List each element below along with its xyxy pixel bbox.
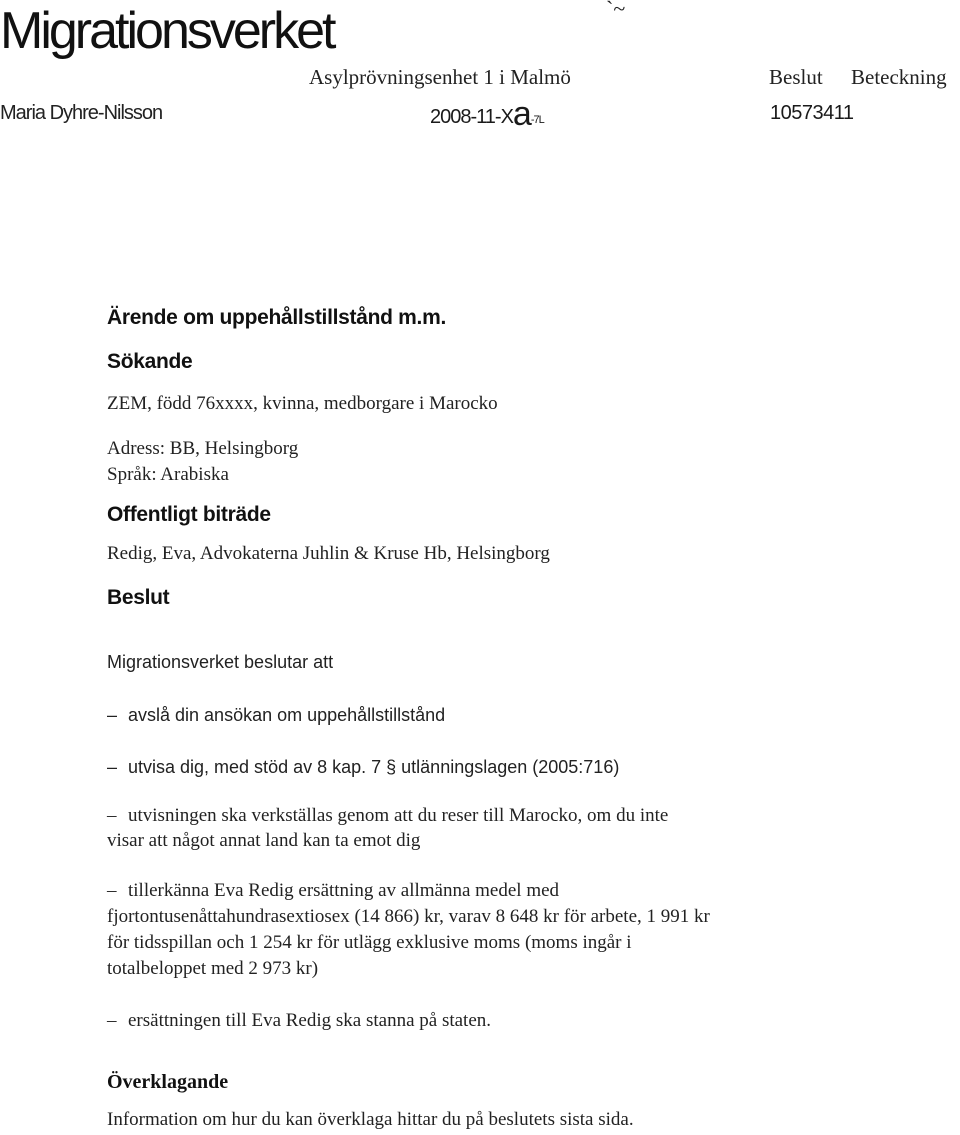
- decision-item: [107, 1009, 491, 1033]
- document-type: Beslut: [769, 65, 823, 89]
- bullet-dash: –: [107, 805, 117, 826]
- agency-logo: Migrationsverket: [0, 2, 334, 60]
- applicant-address: Adress: BB, Helsingborg: [107, 438, 299, 459]
- counsel-name: Redig, Eva, Advokaterna Juhlin & Kruse Hb, Helsingborg: [107, 543, 550, 564]
- decision-heading: Beslut: [107, 586, 170, 609]
- applicant-info: ZEM, född 76xxxx, kvinna, medborgare i Marocko: [107, 393, 498, 414]
- counsel-heading: Offentligt biträde: [107, 503, 271, 526]
- unit-name: Asylprövningsenhet 1 i Malmö: [309, 65, 571, 89]
- date-prefix: 2008-11-X: [430, 106, 513, 128]
- decision-date: [430, 95, 544, 133]
- bullet-dash: –: [107, 705, 118, 725]
- decision-item: [107, 804, 668, 828]
- reference-number: 10573411: [770, 102, 854, 124]
- decision-intro: Migrationsverket beslutar att: [107, 652, 334, 672]
- bullet-dash: –: [107, 880, 117, 901]
- date-suffix: -7L: [530, 114, 544, 126]
- decision-item: [107, 703, 445, 727]
- decision-item-text: utvisningen ska verkställas genom att du reser till Marocko, om du inte: [128, 805, 669, 826]
- decision-item-continuation: totalbeloppet med 2 973 kr): [107, 958, 319, 979]
- scan-mark: `~: [606, 0, 626, 21]
- decision-item: [107, 755, 619, 779]
- decision-item-continuation: fjortontusenåttahundrasextiosex (14 866) kr, varav 8 648 kr för arbete, 1 991 kr: [107, 906, 710, 927]
- applicant-language: Språk: Arabiska: [107, 464, 229, 485]
- appeal-heading: Överklagande: [107, 1071, 229, 1093]
- decision-item-text: tillerkänna Eva Redig ersättning av allmänna medel med: [128, 880, 560, 901]
- reference-label: Beteckning: [851, 65, 947, 89]
- decision-item-text: utvisa dig, med stöd av 8 kap. 7 § utlänningslagen (2005:716): [128, 757, 620, 777]
- bullet-dash: –: [107, 1010, 117, 1031]
- decision-item-text: ersättningen till Eva Redig ska stanna på staten.: [128, 1010, 492, 1031]
- appeal-text: Information om hur du kan överklaga hittar du på beslutets sista sida.: [107, 1109, 634, 1130]
- bullet-dash: –: [107, 757, 118, 777]
- decision-item-continuation: för tidsspillan och 1 254 kr för utlägg exklusive moms (moms ingår i: [107, 932, 632, 953]
- date-handwritten: a: [512, 95, 531, 133]
- decision-item: [107, 879, 559, 903]
- case-title: Ärende om uppehållstillstånd m.m.: [107, 306, 446, 329]
- decision-item-text: avslå din ansökan om uppehållstillstånd: [128, 705, 446, 725]
- case-officer: Maria Dyhre-Nilsson: [0, 102, 163, 124]
- applicant-heading: Sökande: [107, 350, 193, 373]
- decision-item-continuation: visar att något annat land kan ta emot dig: [107, 830, 421, 851]
